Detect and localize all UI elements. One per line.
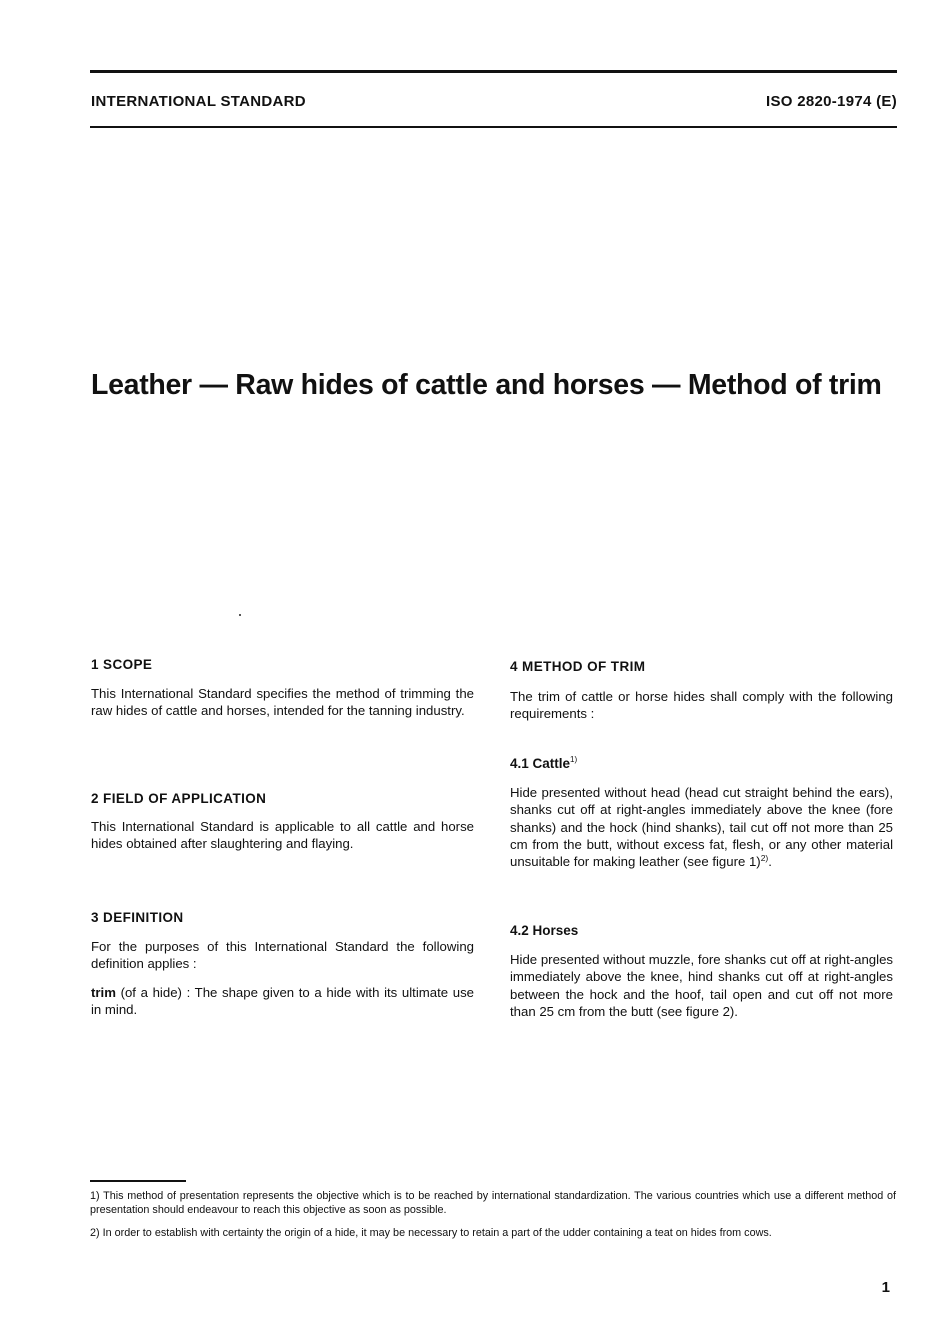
page-title: Leather — Raw hides of cattle and horses — Method of trim (91, 369, 882, 402)
section-body: This International Standard specifies the method of trimming the raw hides of cattle and horses, intended for the tanning industry. (91, 686, 474, 719)
section-heading: 1 SCOPE (91, 657, 153, 672)
section-body-end: . (768, 854, 772, 870)
section-body: For the purposes of this International Standard the following definition applies : (91, 939, 474, 972)
definition-text: (of a hide) : The shape given to a hide with its ultimate use in mind. (91, 984, 474, 1017)
section-heading: 4 METHOD OF TRIM (510, 659, 646, 674)
page-number: 1 (881, 1279, 890, 1296)
section-definition (91, 910, 474, 1018)
footnote-1: 1) This method of presentation represents the objective which is to be reached by international standardization. The various countries which use a different method of presentation should endeavour to reach this objective as soon as possible. (90, 1190, 896, 1216)
section-body (510, 784, 893, 870)
section-heading: 2 FIELD OF APPLICATION (91, 791, 267, 806)
section-body: The trim of cattle or horse hides shall comply with the following requirements : (510, 689, 893, 722)
subsection-heading (510, 755, 893, 771)
section-scope (91, 657, 474, 720)
footnote-ref: 2) (760, 853, 769, 864)
print-speck (239, 614, 241, 616)
section-field-of-application (91, 791, 474, 853)
section-horses (510, 923, 893, 1020)
section-body: This International Standard is applicable to all cattle and horse hides obtained after slaughtering and flaying. (91, 819, 474, 852)
definition-entry (91, 984, 474, 1019)
footnote-2: 2) In order to establish with certainty the origin of a hide, it may be necessary to retain a part of the udder containing a teat on hides from cows. (90, 1227, 772, 1239)
subsection-heading-text: 4.1 Cattle (510, 756, 571, 771)
section-body-text: Hide presented without head (head cut straight behind the ears), shanks cut off at right-angles immediately above the knee (fore shanks) and the hock (hind shanks), tail cut off not more than 25 cm from the butt, without excess fat, flesh, or any other material unsuitable for making leather (see figure 1) (510, 785, 893, 870)
document-type-label: INTERNATIONAL STANDARD (91, 93, 306, 110)
section-method-of-trim (510, 659, 893, 723)
section-cattle (510, 755, 893, 870)
footnote-ref: 1) (570, 755, 578, 764)
standard-number: ISO 2820-1974 (E) (765, 93, 897, 110)
section-body: Hide presented without muzzle, fore shanks cut off at right-angles immediately above the knee, hind shanks cut off at right-angles between the hock and the hoof, tail open and cut off not more than 25 cm from the butt (see figure 2). (510, 952, 893, 1019)
header-top-rule (90, 70, 897, 73)
header-bottom-rule (90, 126, 897, 128)
footnote-separator (90, 1180, 186, 1182)
defined-term: trim (91, 984, 116, 1000)
section-heading: 3 DEFINITION (91, 910, 184, 925)
subsection-heading: 4.2 Horses (510, 923, 579, 938)
